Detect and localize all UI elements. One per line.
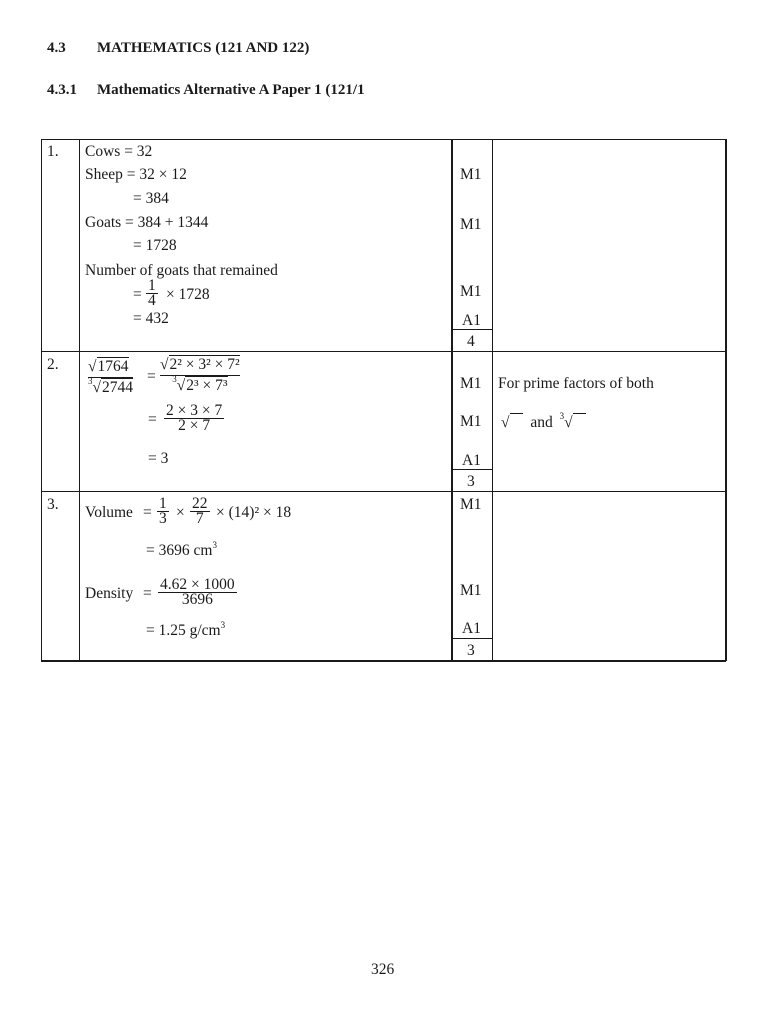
- mark: M1: [460, 496, 482, 513]
- fraction-numerator: 22: [192, 495, 208, 512]
- mark: A1: [462, 452, 481, 469]
- density-fraction: [158, 578, 237, 607]
- mark: M1: [460, 375, 482, 392]
- comment-and: and: [530, 414, 553, 431]
- volume-result: [146, 542, 217, 560]
- equals-sign: =: [133, 286, 142, 303]
- mark: M1: [460, 413, 482, 430]
- equals-sign: =: [143, 504, 152, 521]
- comment-text: For prime factors of both: [498, 375, 654, 392]
- rhs-fraction: [160, 356, 240, 395]
- remained-label: Number of goats that remained: [85, 262, 278, 279]
- fraction-denominator: 3: [159, 510, 167, 527]
- fraction-denominator: 4: [148, 292, 156, 309]
- page-number: 326: [371, 961, 395, 978]
- subsection-number: 4.3.1: [47, 82, 77, 98]
- density-value: = 1.25 g/cm: [146, 622, 221, 639]
- section-number: 4.3: [47, 40, 66, 56]
- fraction-one-quarter: [146, 279, 158, 308]
- sqrt-icon: √: [88, 358, 97, 375]
- cube-root-index: 3: [172, 374, 177, 384]
- mark: M1: [460, 582, 482, 599]
- times-value: × 1728: [166, 286, 210, 303]
- cube-root-icon: √: [92, 379, 102, 396]
- lhs-fraction: [88, 358, 133, 397]
- total-marks: 3: [467, 642, 475, 659]
- volume-value: = 3696 cm: [146, 542, 213, 559]
- subsection-title: Mathematics Alternative A Paper 1 (121/1: [97, 82, 365, 98]
- fraction-denominator: 3696: [181, 591, 213, 608]
- sheep-line: Sheep = 32 × 12: [85, 166, 187, 183]
- volume-rest: × (14)² × 18: [216, 504, 292, 521]
- fraction-denominator: 7: [195, 510, 204, 527]
- sqrt-icon: √: [160, 356, 169, 373]
- question-number: 2.: [47, 356, 59, 373]
- cube-root-index: 3: [88, 376, 93, 386]
- simplified-fraction: [164, 404, 224, 433]
- goats-line: Goats = 384 + 1344: [85, 214, 209, 231]
- fraction-one-third: [157, 497, 169, 526]
- density-result: [146, 622, 225, 640]
- lhs-denominator: 2744: [102, 379, 134, 396]
- density-label: Density: [85, 585, 134, 602]
- mark: M1: [460, 216, 482, 233]
- mark: A1: [462, 312, 481, 329]
- mark: M1: [460, 166, 482, 183]
- volume-label: Volume: [85, 504, 133, 521]
- mark: M1: [460, 283, 482, 300]
- cube-superscript: 3: [220, 620, 226, 630]
- rhs-numerator: 2² × 3² × 7²: [169, 356, 240, 373]
- equals-sign: =: [147, 368, 156, 385]
- comment-symbols: [501, 413, 586, 432]
- sheep-result: = 384: [133, 190, 169, 207]
- cube-root-icon: √: [564, 414, 573, 431]
- total-marks: 3: [467, 473, 475, 490]
- final-answer: = 432: [133, 310, 169, 327]
- question-number: 1.: [47, 143, 59, 160]
- fraction-denominator: 2 × 7: [178, 417, 211, 434]
- mark: A1: [462, 620, 481, 637]
- total-marks: 4: [467, 333, 475, 350]
- cube-root-index: 3: [559, 411, 565, 421]
- cube-superscript: 3: [212, 540, 217, 550]
- cube-root-icon: √: [176, 377, 186, 394]
- sqrt-icon: √: [501, 414, 510, 431]
- fraction-numerator: 4.62 × 1000: [160, 576, 235, 593]
- fraction-numerator: 2 × 3 × 7: [166, 402, 223, 419]
- fraction-numerator: 1: [159, 495, 167, 512]
- equals-sign: =: [148, 411, 157, 428]
- equals-sign: =: [143, 585, 152, 602]
- times-sign: ×: [176, 504, 185, 521]
- fraction-numerator: 1: [148, 277, 156, 294]
- question-number: 3.: [47, 496, 59, 513]
- final-answer: = 3: [148, 450, 169, 467]
- section-title: MATHEMATICS (121 AND 122): [97, 40, 310, 56]
- lhs-numerator: 1764: [97, 358, 129, 375]
- rhs-denominator: 2³ × 7³: [186, 377, 228, 394]
- fraction-22-7: [190, 497, 210, 526]
- cows-line: Cows = 32: [85, 143, 153, 160]
- goats-result: = 1728: [133, 237, 177, 254]
